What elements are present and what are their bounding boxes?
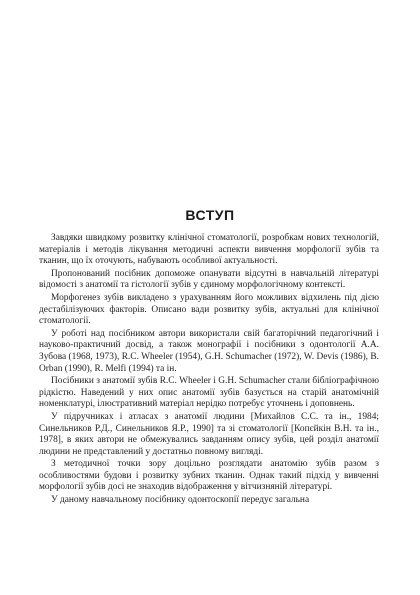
body-text [39, 233, 379, 508]
paragraph: Завдяки швидкому розвитку клінічної стоматології, розробкам нових технологій, матеріалів і методів лікування методичні аспекти вивчення морфології зубів та тканин, що їх оточують, набувають особливої актуальності. [39, 233, 379, 267]
paragraph: У даному навчальному посібнику одонтоскопії передує загальна [51, 495, 310, 506]
paragraph: З методичної точки зору доцільно розглядати анатомію зубів разом з особливостями будови і розвитку зубних тканин. Однак такий підхід у вивченні морфології зубів досі не знаходив відображення у вітчизняній літературі. [39, 459, 379, 493]
paragraph: Посібники з анатомії зубів R.C. Wheeler і G.H. Schumacher стали бібліографічною рідкістю. Наведений у них опис анатомії зубів базується на старій анатомічній номенклатурі, ілюстративний матеріал нерідко потребує уточнень і доповнень. [39, 376, 379, 410]
paragraph: Морфогенез зубів викладено з урахуванням його можливих відхилень під дією дестабілізуючих факторів. Описано вади розвитку зубів, актуальні для клінічної стоматології. [39, 292, 379, 327]
paragraph: У підручниках і атласах з анатомії людини [Михайлов С.С. та ін., 1984; Синельников Р.Д., Синельников Я.Р., 1990] та зі стоматології [Копєйкін В.Н. та ін., 1978], в яких автори не обмежувались завданням опису зубів, цей розділ анатомії людини не представлений у достатньо повному вигляді. [39, 411, 379, 457]
paragraph: У роботі над посібником автори використали свій багаторічний педагогічний і науково-практичний досвід, а також монографії і посібники з одонтології А.А. Зубова (1968, 1973), R.C. Wheeler (1954), G.H. Schumacher (1972), W. Devis (1986), B. Orban (1990), R. Melfi (1994) та ін. [39, 328, 379, 374]
page-title: ВСТУП [185, 207, 235, 223]
paragraph: Пропонований посібник допоможе опанувати відсутні в навчальній літературі відомості з анатомії та гістології зубів у єдиному морфологічному контексті. [39, 268, 379, 291]
